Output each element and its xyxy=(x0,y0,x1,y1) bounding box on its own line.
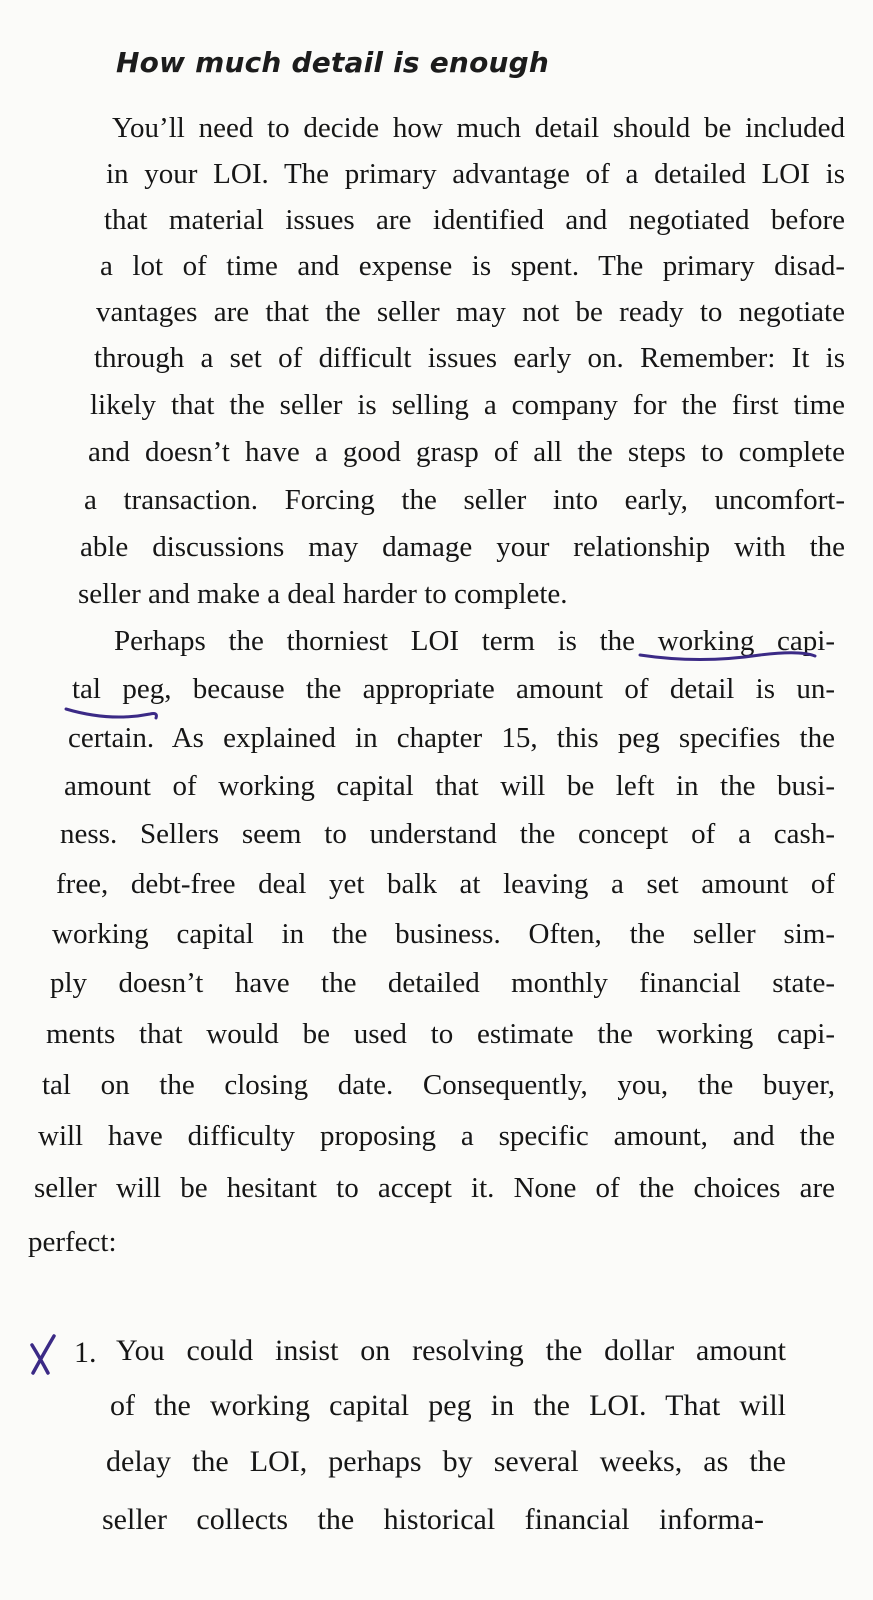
paragraph1-line: You’ll need to decide how much detail should be included xyxy=(112,112,845,144)
list-item-line: delay the LOI, perhaps by several weeks, as the xyxy=(106,1445,786,1478)
paragraph2-line: perfect: xyxy=(28,1226,117,1258)
x-margin-mark-icon xyxy=(32,1336,54,1373)
paragraph1-line: vantages are that the seller may not be ready to negotiate xyxy=(96,296,845,328)
paragraph1-line: that material issues are identified and negotiated before xyxy=(104,204,845,236)
paragraph2-line: certain. As explained in chapter 15, this peg specifies the xyxy=(68,722,835,754)
list-item-line: of the working capital peg in the LOI. That will xyxy=(110,1389,786,1422)
list-item-line: seller collects the historical financial informa- xyxy=(102,1503,764,1536)
paragraph1-line: a transaction. Forcing the seller into early, uncomfort- xyxy=(84,484,845,516)
paragraph1-line: able discussions may damage your relationship with the xyxy=(80,531,845,563)
paragraph2-line: tal peg, because the appropriate amount of detail is un- xyxy=(72,673,835,705)
section-heading: How much detail is enough xyxy=(116,46,550,79)
paragraph1-line: through a set of difficult issues early on. Remember: It is xyxy=(94,342,845,374)
list-item-number: 1. xyxy=(74,1336,97,1369)
paragraph2-line: free, debt-free deal yet balk at leaving a set amount of xyxy=(56,868,835,900)
paragraph1-line: a lot of time and expense is spent. The primary disad- xyxy=(100,250,845,282)
paragraph2-line: tal on the closing date. Consequently, you, the buyer, xyxy=(42,1069,835,1101)
paragraph2-line: seller will be hesitant to accept it. None of the choices are xyxy=(34,1172,835,1204)
paragraph2-line: ness. Sellers seem to understand the concept of a cash- xyxy=(60,818,835,850)
paragraph2-line: ments that would be used to estimate the working capi- xyxy=(46,1018,835,1050)
underline-tal-peg-annotation xyxy=(66,709,156,718)
paragraph2-line: will have difficulty proposing a specific amount, and the xyxy=(38,1120,835,1152)
paragraph1-line: likely that the seller is selling a company for the first time xyxy=(90,389,845,421)
paragraph1-line: seller and make a deal harder to complete. xyxy=(78,578,568,610)
list-item-line: You could insist on resolving the dollar amount xyxy=(116,1334,786,1367)
paragraph1-line: in your LOI. The primary advantage of a detailed LOI is xyxy=(106,158,845,190)
paragraph2-line: Perhaps the thorniest LOI term is the working capi- xyxy=(114,625,835,657)
paragraph2-line: ply doesn’t have the detailed monthly financial state- xyxy=(50,967,835,999)
paragraph1-line: and doesn’t have a good grasp of all the steps to complete xyxy=(88,436,845,468)
paragraph2-line: working capital in the business. Often, the seller sim- xyxy=(52,918,835,950)
paragraph2-line: amount of working capital that will be left in the busi- xyxy=(64,770,835,802)
